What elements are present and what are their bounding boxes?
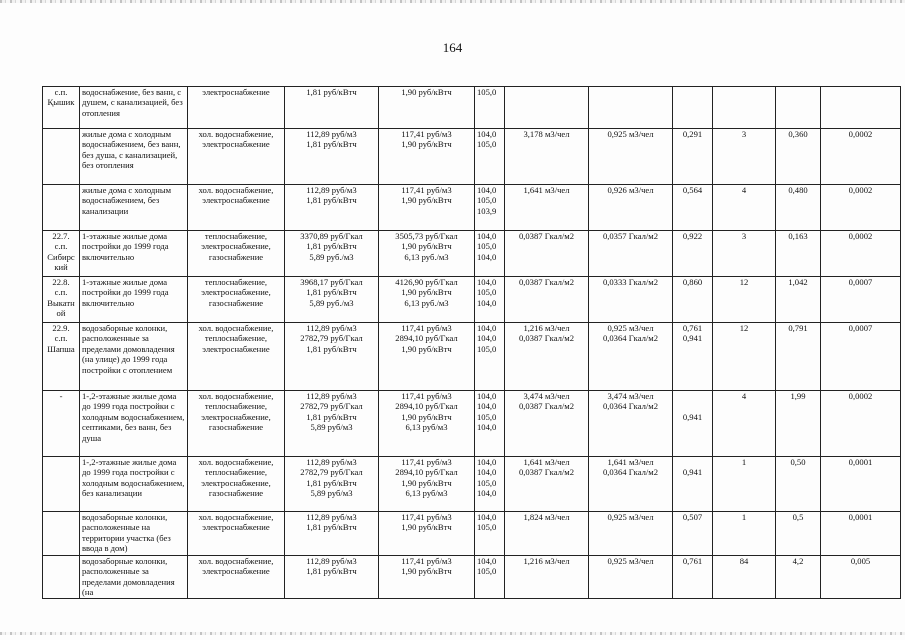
scan-edge-bottom — [0, 632, 905, 635]
cell-utility-services: хол. водоснабжение, теплоснабжение, электроснабжение, газоснабжение — [188, 391, 285, 457]
cell-norm-before: 3,474 м3/чел 0,0387 Гкал/м2 — [505, 391, 589, 457]
cell-utility-services: хол. водоснабжение, электроснабжение — [188, 556, 285, 599]
cell-tariff-current: 112,89 руб/м3 2782,79 руб/Гкал 1,81 руб/кВтч 5,89 руб/м3 — [285, 457, 379, 512]
cell-housing-type: 1-,2-этажные жилые дома до 1999 года постройки с холодным водоснабжением, септиками, без ванн, без душа — [80, 391, 188, 457]
cell-ratio: 0,507 — [673, 512, 713, 556]
cell-value: 4,2 — [776, 556, 821, 599]
cell-tariff-current: 112,89 руб/м3 1,81 руб/кВтч — [285, 129, 379, 185]
cell-tariff-next: 117,41 руб/м3 1,90 руб/кВтч — [379, 185, 475, 231]
cell-ratio: 0,922 — [673, 231, 713, 277]
cell-norm-before: 1,216 м3/чел — [505, 556, 589, 599]
table-row — [43, 277, 901, 323]
cell-settlement — [43, 556, 80, 599]
cell-tariff-next: 4126,90 руб/Гкал 1,90 руб/кВтч 6,13 руб./м3 — [379, 277, 475, 323]
cell-norm-before — [505, 87, 589, 129]
cell-housing-type: водозаборные колонки, расположенные за пределами домовладения (на — [80, 556, 188, 599]
cell-tariff-next: 117,41 руб/м3 1,90 руб/кВтч — [379, 556, 475, 599]
cell-settlement: 22.8. с.п. Выкатн ой — [43, 277, 80, 323]
cell-ratio: 0,941 — [673, 391, 713, 457]
table-row — [43, 457, 901, 512]
cell-ratio — [673, 87, 713, 129]
table-row — [43, 556, 901, 599]
table-row — [43, 185, 901, 231]
cell-housing-type: водозаборные колонки, расположенные за пределами домовладения (на улице) до 1999 года постройки с отоплением — [80, 323, 188, 391]
cell-tariff-index: 104,0 104,0 105,0 104,0 — [475, 391, 505, 457]
cell-value: 0,163 — [776, 231, 821, 277]
cell-share: 0,0002 — [821, 129, 901, 185]
cell-tariff-current: 1,81 руб/кВтч — [285, 87, 379, 129]
table-row — [43, 323, 901, 391]
cell-share — [821, 87, 901, 129]
cell-tariff-next: 117,41 руб/м3 1,90 руб/кВтч — [379, 129, 475, 185]
cell-tariff-index: 104,0 105,0 — [475, 129, 505, 185]
cell-household-count — [713, 87, 776, 129]
cell-tariff-current: 112,89 руб/м3 1,81 руб/кВтч — [285, 185, 379, 231]
cell-housing-type: 1-этажные жилые дома постройки до 1999 года включительно — [80, 277, 188, 323]
cell-utility-services: хол. водоснабжение, электроснабжение — [188, 129, 285, 185]
table-row — [43, 512, 901, 556]
table-row — [43, 391, 901, 457]
cell-household-count: 4 — [713, 185, 776, 231]
cell-norm-after: 3,474 м3/чел 0,0364 Гкал/м2 — [589, 391, 673, 457]
cell-settlement: 22.9. с.п. Шапша — [43, 323, 80, 391]
cell-tariff-next: 3505,73 руб/Гкал 1,90 руб/кВтч 6,13 руб./м3 — [379, 231, 475, 277]
cell-household-count: 84 — [713, 556, 776, 599]
table-row — [43, 87, 901, 129]
cell-housing-type: водозаборные колонки, расположенные на территории участка (без ввода в дом) — [80, 512, 188, 556]
cell-share: 0,0007 — [821, 277, 901, 323]
cell-settlement — [43, 185, 80, 231]
cell-norm-before: 1,216 м3/чел 0,0387 Гкал/м2 — [505, 323, 589, 391]
cell-share: 0,005 — [821, 556, 901, 599]
cell-share: 0,0007 — [821, 323, 901, 391]
cell-tariff-current: 112,89 руб/м3 2782,79 руб/Гкал 1,81 руб/кВтч 5,89 руб/м3 — [285, 391, 379, 457]
cell-value: 1,042 — [776, 277, 821, 323]
cell-value: 0,5 — [776, 512, 821, 556]
page-number: 164 — [442, 40, 463, 55]
cell-norm-before: 1,641 м3/чел 0,0387 Гкал/м2 — [505, 457, 589, 512]
cell-utility-services: хол. водоснабжение, теплоснабжение, электроснабжение, газоснабжение — [188, 457, 285, 512]
cell-tariff-index: 104,0 104,0 105,0 104,0 — [475, 457, 505, 512]
cell-settlement: 22.7. с.п. Сибирс кий — [43, 231, 80, 277]
cell-household-count: 12 — [713, 323, 776, 391]
cell-ratio: 0,941 — [673, 457, 713, 512]
cell-tariff-next: 117,41 руб/м3 2894,10 руб/Гкал 1,90 руб/кВтч 6,13 руб/м3 — [379, 391, 475, 457]
cell-share: 0,0001 — [821, 512, 901, 556]
cell-share: 0,0002 — [821, 231, 901, 277]
cell-norm-before: 1,641 м3/чел — [505, 185, 589, 231]
cell-housing-type: 1-этажные жилые дома постройки до 1999 года включительно — [80, 231, 188, 277]
cell-tariff-index: 104,0 105,0 104,0 — [475, 277, 505, 323]
cell-tariff-current: 112,89 руб/м3 1,81 руб/кВтч — [285, 512, 379, 556]
cell-share: 0,0002 — [821, 185, 901, 231]
table-row — [43, 231, 901, 277]
cell-tariff-next: 117,41 руб/м3 2894,10 руб/Гкал 1,90 руб/кВтч — [379, 323, 475, 391]
cell-utility-services: хол. водоснабжение, теплоснабжение, электроснабжение — [188, 323, 285, 391]
cell-household-count: 12 — [713, 277, 776, 323]
scan-edge-top — [0, 0, 905, 3]
tariff-table — [42, 86, 901, 599]
cell-norm-after: 0,0333 Гкал/м2 — [589, 277, 673, 323]
cell-housing-type: 1-,2-этажные жилые дома до 1999 года постройки с холодным водоснабжением, без канализации — [80, 457, 188, 512]
cell-utility-services: теплоснабжение, электроснабжение, газоснабжение — [188, 277, 285, 323]
cell-norm-after: 0,925 м3/чел — [589, 512, 673, 556]
cell-utility-services: хол. водоснабжение, электроснабжение — [188, 185, 285, 231]
cell-tariff-index: 104,0 105,0 103,9 — [475, 185, 505, 231]
cell-value: 0,480 — [776, 185, 821, 231]
cell-tariff-current: 112,89 руб/м3 1,81 руб/кВтч — [285, 556, 379, 599]
cell-value: 0,50 — [776, 457, 821, 512]
cell-tariff-next: 117,41 руб/м3 1,90 руб/кВтч — [379, 512, 475, 556]
cell-ratio: 0,860 — [673, 277, 713, 323]
table-body — [43, 87, 901, 599]
cell-settlement: с.п. Қышик — [43, 87, 80, 129]
cell-share: 0,0002 — [821, 391, 901, 457]
cell-norm-before: 0,0387 Гкал/м2 — [505, 277, 589, 323]
cell-utility-services: хол. водоснабжение, электроснабжение — [188, 512, 285, 556]
cell-share: 0,0001 — [821, 457, 901, 512]
cell-value: 0,791 — [776, 323, 821, 391]
cell-tariff-current: 3968,17 руб/Гкал 1,81 руб/кВтч 5,89 руб./м3 — [285, 277, 379, 323]
cell-norm-after — [589, 87, 673, 129]
cell-value — [776, 87, 821, 129]
table-row — [43, 129, 901, 185]
cell-norm-before: 0,0387 Гкал/м2 — [505, 231, 589, 277]
cell-tariff-index: 104,0 105,0 — [475, 512, 505, 556]
cell-norm-after: 0,925 м3/чел 0,0364 Гкал/м2 — [589, 323, 673, 391]
cell-norm-after: 0,925 м3/чел — [589, 556, 673, 599]
cell-household-count: 4 — [713, 391, 776, 457]
cell-norm-after: 0,926 м3/чел — [589, 185, 673, 231]
cell-tariff-next: 117,41 руб/м3 2894,10 руб/Гкал 1,90 руб/кВтч 6,13 руб/м3 — [379, 457, 475, 512]
cell-value: 0,360 — [776, 129, 821, 185]
cell-tariff-index: 105,0 — [475, 87, 505, 129]
cell-tariff-index: 104,0 105,0 104,0 — [475, 231, 505, 277]
cell-settlement — [43, 129, 80, 185]
cell-settlement: - — [43, 391, 80, 457]
cell-norm-after: 0,925 м3/чел — [589, 129, 673, 185]
cell-value: 1,99 — [776, 391, 821, 457]
cell-norm-after: 1,641 м3/чел 0,0364 Гкал/м2 — [589, 457, 673, 512]
cell-tariff-current: 3370,89 руб/Гкал 1,81 руб/кВтч 5,89 руб./м3 — [285, 231, 379, 277]
cell-settlement — [43, 457, 80, 512]
cell-housing-type: жилые дома с холодным водоснабжением, без ванн, без душа, с канализацией, без отопления — [80, 129, 188, 185]
cell-norm-before: 3,178 м3/чел — [505, 129, 589, 185]
cell-tariff-current: 112,89 руб/м3 2782,79 руб/Гкал 1,81 руб/кВтч — [285, 323, 379, 391]
cell-utility-services: электроснабжение — [188, 87, 285, 129]
cell-tariff-index: 104,0 104,0 105,0 — [475, 323, 505, 391]
cell-household-count: 1 — [713, 457, 776, 512]
cell-settlement — [43, 512, 80, 556]
cell-housing-type: жилые дома с холодным водоснабжением, без канализации — [80, 185, 188, 231]
cell-household-count: 3 — [713, 129, 776, 185]
cell-ratio: 0,761 — [673, 556, 713, 599]
cell-utility-services: теплоснабжение, электроснабжение, газоснабжение — [188, 231, 285, 277]
cell-tariff-index: 104,0 105,0 — [475, 556, 505, 599]
cell-tariff-next: 1,90 руб/кВтч — [379, 87, 475, 129]
cell-ratio: 0,291 — [673, 129, 713, 185]
cell-household-count: 3 — [713, 231, 776, 277]
cell-norm-after: 0,0357 Гкал/м2 — [589, 231, 673, 277]
cell-housing-type: водоснабжение, без ванн, с душем, с канализацией, без отопления — [80, 87, 188, 129]
cell-norm-before: 1,824 м3/чел — [505, 512, 589, 556]
cell-household-count: 1 — [713, 512, 776, 556]
cell-ratio: 0,761 0,941 — [673, 323, 713, 391]
cell-ratio: 0,564 — [673, 185, 713, 231]
